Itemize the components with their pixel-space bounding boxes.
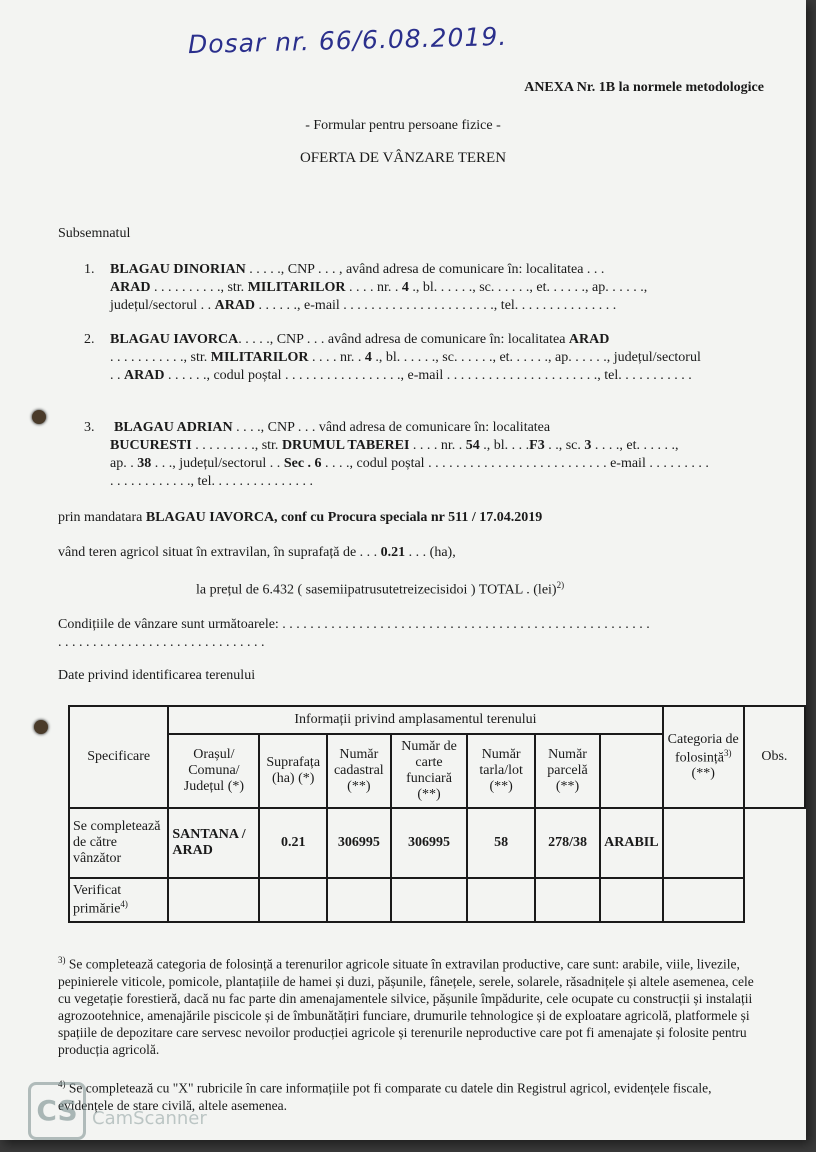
person-3-nr-label: . . . . nr. .: [409, 438, 466, 453]
person-1-line-1: [110, 262, 604, 278]
footnote-3-mark: 3): [58, 955, 66, 965]
header-category-note: 3): [723, 747, 732, 758]
person-1-line-3: [110, 298, 616, 314]
person-3-bl-label: ., bl. . . .: [479, 438, 530, 453]
person-1-street: MILITARILOR: [247, 280, 346, 295]
area-line: [58, 545, 456, 561]
cell-empty: [535, 878, 600, 922]
header-category-suffix: (**): [691, 766, 715, 782]
header-parcel: Număr parcelă (**): [535, 734, 600, 808]
cell-parcel: 278/38: [535, 808, 600, 878]
row-seller-label: Se completează de către vânzător: [69, 808, 168, 878]
person-3-locality: BUCURESTI: [110, 438, 192, 453]
person-1-county-label: județul/sectorul . .: [110, 298, 215, 313]
camscanner-logo: CS: [28, 1082, 86, 1140]
mandate-label: prin mandatara: [58, 510, 146, 525]
row-verified-text: Verificat primărie: [73, 882, 122, 917]
row-verified-label: [69, 878, 168, 922]
person-3-line-2-rest: . . . ., et. . . . . .,: [591, 438, 679, 453]
person-1-county: ARAD: [214, 298, 256, 313]
annex-title: ANEXA Nr. 1B la normele metodologice: [524, 80, 764, 95]
person-3-line-1: [114, 420, 550, 436]
person-2-number: 2.: [84, 332, 95, 347]
person-2-street: MILITARILOR: [210, 350, 309, 365]
footnote-4-mark: 4): [58, 1079, 66, 1089]
area-unit: . . . (ha),: [405, 545, 456, 560]
mandate-line: [58, 510, 542, 526]
person-1-line-2: [110, 280, 647, 296]
header-area: Suprafața (ha) (*): [259, 734, 327, 808]
form-title: OFERTA DE VÂNZARE TEREN: [299, 150, 507, 166]
cell-cadastral: 306995: [327, 808, 391, 878]
person-3-line-1-rest: . . . ., CNP . . . vând adresa de comunicare în: localitatea: [232, 420, 551, 435]
cell-category: ARABIL: [600, 808, 662, 878]
punch-hole: [32, 410, 46, 424]
person-2-line-3: [110, 368, 692, 384]
person-1-name: BLAGAU DINORIAN: [110, 262, 246, 277]
land-identification-table: [68, 705, 806, 923]
person-3-sector: Sec . 6: [283, 456, 322, 471]
person-3-nr: 54: [465, 438, 480, 453]
row-verified-note: 4): [120, 898, 128, 909]
area-value: 0.21: [380, 545, 406, 560]
person-1-number: 1.: [84, 262, 95, 277]
person-3-ap: 38: [137, 456, 152, 471]
cell-obs: [663, 808, 744, 878]
person-3-bl: F3: [529, 438, 545, 453]
price-footnote-mark: 2): [556, 580, 565, 590]
person-3-line-3: [110, 456, 709, 472]
person-3-name: BLAGAU ADRIAN: [114, 420, 233, 435]
camscanner-watermark: CamScanner: [92, 1108, 207, 1129]
price-label: la prețul de: [196, 582, 263, 598]
person-2-county: ARAD: [124, 368, 165, 383]
person-1-nr-label: . . . . nr. .: [345, 280, 402, 295]
person-1-line-3-rest: . . . . . ., e-mail . . . . . . . . . . . . . . . . . . . . . ., tel. . . . . . . . . . . . . . .: [255, 298, 617, 313]
header-land-book: Număr de carte funciară (**): [391, 734, 468, 808]
person-2-line-2-pre: . . . . . . . . . . ., str.: [110, 350, 211, 365]
land-heading: Date privind identificarea terenului: [58, 668, 256, 683]
header-obs: Obs.: [744, 706, 805, 808]
cell-land-book: 306995: [391, 808, 468, 878]
person-2-line-2-rest: ., bl. . . . . ., sc. . . . . ., et. . . . . ., ap. . . . . ., județul/sectorul: [371, 350, 701, 365]
person-3-line-2-mid: . . . . . . . . ., str.: [191, 438, 282, 453]
cell-tarla: 58: [467, 808, 535, 878]
header-cadastral: Număr cadastral (**): [327, 734, 391, 808]
person-3-line-3-rest: . . . ., codul poștal . . . . . . . . . . . . . . . . . . . . . . . . . . e-mail . . . . . . . . .: [321, 456, 709, 471]
person-1-line-2-mid: . . . . . . . . . ., str.: [150, 280, 248, 295]
price-words: ( sasemiipatrusutetreizecisidoi ) TOTAL . (lei): [293, 582, 557, 598]
person-2-line-1-rest: . . . . ., CNP . . . având adresa de comunicare în: localitatea: [238, 332, 569, 347]
person-3-sc: 3: [584, 438, 592, 453]
form-type: - Formular pentru persoane fizice -: [305, 118, 501, 133]
header-tarla: Număr tarla/lot (**): [467, 734, 535, 808]
cell-town: SANTANA / ARAD: [168, 808, 259, 878]
person-3-number: 3.: [84, 420, 95, 435]
person-2-line-3-rest: . . . . . ., codul poștal . . . . . . . . . . . . . . . . ., e-mail . . . . . . . . . . . . . . . . . . . . . ., tel. . . . . . . . . . .: [164, 368, 692, 383]
person-2-name: BLAGAU IAVORCA: [110, 332, 239, 347]
header-location-info: Informații privind amplasamentul terenului: [168, 706, 662, 734]
footnote-3: [58, 952, 768, 1058]
person-2-nr: 4: [364, 350, 372, 365]
mandate-text: BLAGAU IAVORCA, conf cu Procura speciala nr 511 / 17.04.2019: [145, 510, 543, 525]
header-town: Orașul/ Comuna/ Județul (*): [168, 734, 259, 808]
cell-empty: [168, 878, 259, 922]
header-specificare: Specificare: [69, 706, 168, 808]
person-2-line-3-pre: . .: [110, 368, 124, 383]
price-line: [196, 580, 564, 599]
person-1-nr: 4: [401, 280, 409, 295]
intro-text: Subsemnatul: [58, 226, 131, 241]
price-value: 6.432: [262, 582, 294, 598]
footnote-3-text: Se completează categoria de folosință a terenurilor agricole situate în extravilan productive, care sunt: arabile, viile, livezile, pepinierele viticole, pomicole, plantațiile de hamei și duzi, pășunile, fânețele, serele, solarele, răsadnițele și altele asemenea, cele cu vegetație forestieră, dacă nu fac parte din amenajamentele silvice, pășunile împădurite, cele ocupate cu construcții și instalații agrozootehnice, amenajările piscicole și de îmbunătățiri funciare, drumurile tehnologice și de exploatare agricolă, platformele și spațiile de depozitare care servesc nevoilor producției agricole și terenurile neproductive care pot fi amenajate și folosite pentru producția agricolă.: [58, 956, 754, 1057]
conditions-line-1: Condițiile de vânzare sunt următoarele: . . . . . . . . . . . . . . . . . . . . . . . . . . . . . . . . . . . . . . . . . . . . . . . . . . . . .: [58, 617, 650, 632]
person-1-line-1-rest: . . . . ., CNP . . . , având adresa de comunicare în: localitatea . . .: [245, 262, 605, 277]
person-2-line-1: [110, 332, 609, 348]
cell-empty: [391, 878, 468, 922]
cell-empty: [663, 878, 744, 922]
cell-empty: [600, 878, 662, 922]
person-3-line-2: [110, 438, 679, 454]
area-label: vând teren agricol situat în extravilan, în suprafață de . . .: [58, 545, 381, 560]
header-category: [663, 706, 744, 808]
person-3-street: DRUMUL TABEREI: [281, 438, 410, 453]
cell-empty: [327, 878, 391, 922]
conditions-line-2: . . . . . . . . . . . . . . . . . . . . . . . . . . . . . .: [58, 635, 265, 650]
person-3-line-3-mid: . . ., județul/sectorul . .: [151, 456, 284, 471]
person-2-line-2: [110, 350, 701, 366]
person-1-locality: ARAD: [110, 280, 151, 295]
footnote-4-text: Se completează cu "X" rubricile în care informațiile pot fi comparate cu datele din Registrul agricol, evidențele fiscale, evidențele de stare civilă, altele asemenea.: [58, 1080, 712, 1113]
person-2-nr-label: . . . . nr. .: [308, 350, 365, 365]
person-2-locality: ARAD: [568, 332, 610, 347]
header-category-text: Categoria de folosință: [667, 731, 739, 766]
person-3-ap-label: ap. .: [110, 456, 138, 471]
cell-empty: [259, 878, 327, 922]
cell-area: 0.21: [259, 808, 327, 878]
person-1-line-2-rest: ., bl. . . . . ., sc. . . . . ., et. . . . . ., ap. . . . . .,: [408, 280, 648, 295]
handwritten-file-number: Dosar nr. 66/6.08.2019.: [187, 21, 508, 60]
person-3-line-4: . . . . . . . . . . . ., tel. . . . . . . . . . . . . . .: [110, 474, 313, 489]
person-3-sc-label: . ., sc.: [544, 438, 585, 453]
cell-empty: [467, 878, 535, 922]
punch-hole: [34, 720, 48, 734]
